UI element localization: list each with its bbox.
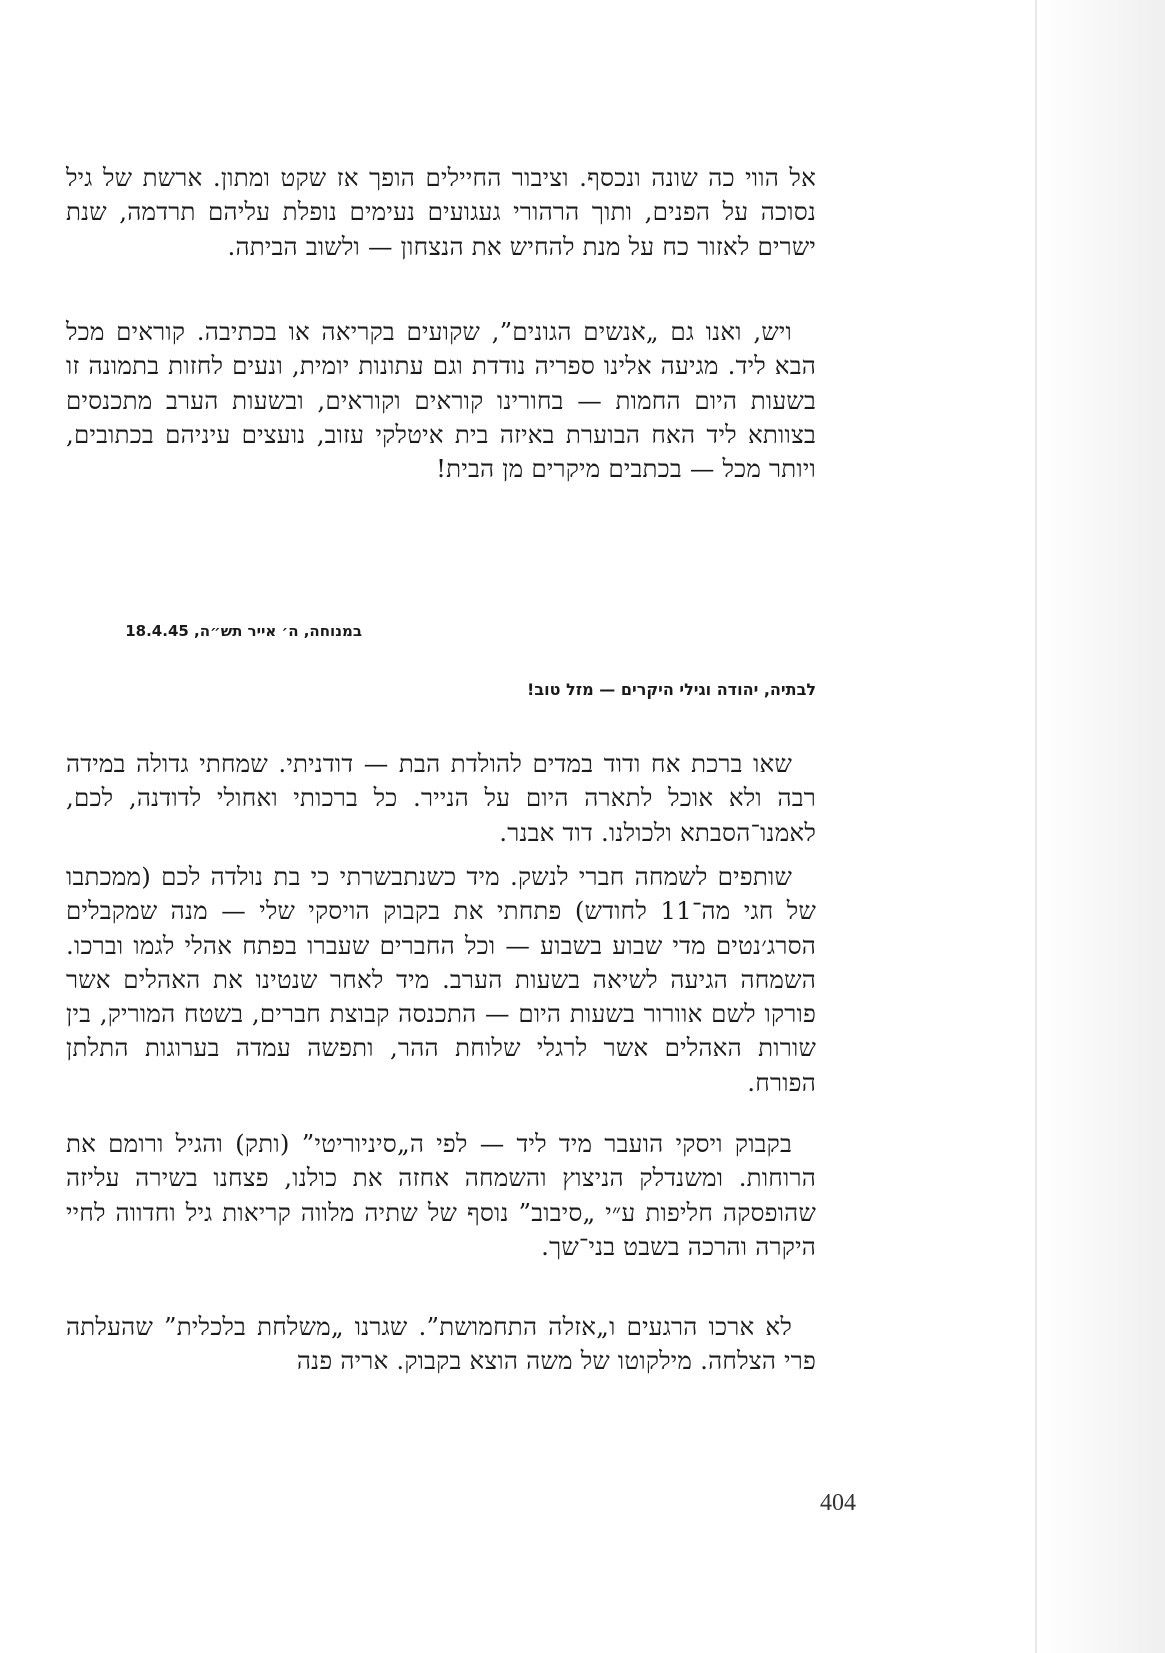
page-margin-shadow: [1035, 0, 1165, 1653]
paragraph-top-1: אל הווי כה שונה ונכסף. וציבור החיילים הופך אז שקט ומתון. ארשת של גיל נסוכה על הפנים, ותוך הרהורי געגועים נעימים נופלת עליהם תרדמה, שנת ישרים לאזור כח על מנת להחיש את הנצחון — ולשוב הביתה.: [66, 163, 816, 261]
page-edge: [1035, 0, 1037, 1653]
dateline: במנוחה, ה׳ אייר תש״ה, 18.4.45: [125, 622, 362, 640]
paragraph-top-2: ויש, ואנו גם „אנשים הגונים”, שקועים בקריאה או בכתיבה. קוראים מכל הבא ליד. מגיעה אלינו ספריה נודדת וגם עתונות יומית, ונעים לחזות בתמונה זו בשעות היום החמות — בחורינו קוראים וקוראים, ובשעות הערב מתכנסים בצוותא ליד האח הבוערת באיזה בית איטלקי עזוב, נועצים עיניהם בכתובים, ויותר מכל — בכתבים מיקרים מן הבית!: [66, 317, 816, 484]
salutation: לבתיה, יהודה וגילי היקרים — מזל טוב!: [527, 680, 816, 699]
paragraph-bottom-3: בקבוק ויסקי הועבר מיד ליד — לפי ה„סיניוריטי” (ותק) והגיל ורומם את הרוחות. ומשנדלק הניצוץ והשמחה אחזה את כולנו, פצחנו בשירה עליזה שהופסקה חליפות ע״י „סיבוב” נוסף של שתיה מלווה קריאות גיל וחדווה לחיי היקרה והרכה בשבט בני־שך.: [66, 1129, 816, 1261]
paragraph-bottom-4: לא ארכו הרגעים ו„אזלה התחמושת”. שגרנו „משלחת בלכלית” שהעלתה פרי הצלחה. מילקוטו של משה הוצא בקבוק. אריה פנה: [66, 1312, 816, 1376]
paragraph-bottom-1: שאו ברכת אח ודוד במדים להולדת הבת — דודניתי. שמחתי גדולה במידה רבה ולא אוכל לתארה היום על הנייר. כל ברכותי ואחולי לדודנה, לכם, לאמנו־הסבתא ולכולנו. דוד אבנר.: [66, 749, 816, 847]
paragraph-bottom-2: שותפים לשמחה חברי לנשק. מיד כשנתבשרתי כי בת נולדה לכם (ממכתבו של חגי מה־11 לחודש) פתחתי את בקבוק הויסקי שלי — מנה שמקבלים הסרג׳נטים מדי שבוע בשבוע — וכל החברים שעברו בפתח אהלי לגמו וברכו. השמחה הגיעה לשיאה בשעות הערב. מיד לאחר שנטינו את האהלים אשר פורקו לשם אוורור בשעות היום — התכנסה קבוצת חברים, בשטח המוריק, בין שורות האהלים אשר לרגלי שלוחת ההר, ותפשה עמדה בערוגות התלתן הפורח.: [66, 862, 816, 1097]
page-number: 404: [820, 1490, 856, 1516]
